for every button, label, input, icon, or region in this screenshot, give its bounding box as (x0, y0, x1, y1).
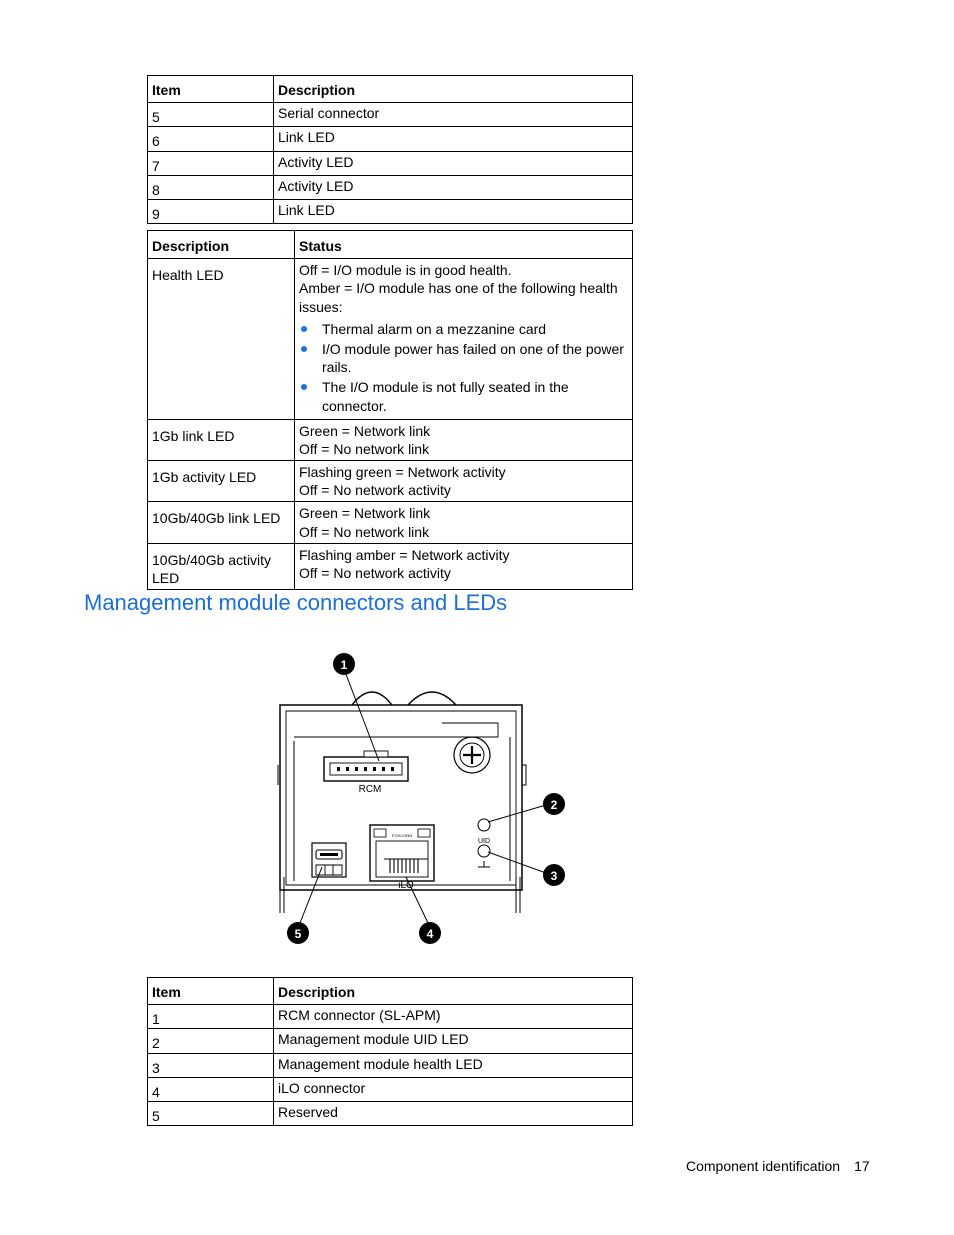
list-item: I/O module power has failed on one of the power rails. (299, 340, 628, 376)
status-line: Off = No network activity (299, 565, 451, 581)
table-row (148, 502, 633, 543)
item-description: Management module health LED (274, 1053, 633, 1077)
rcm-label: RCM (358, 784, 382, 795)
callout-number: 3 (550, 869, 558, 883)
table-row (148, 1101, 633, 1125)
item-description: RCM connector (SL-APM) (274, 1005, 633, 1029)
status-line: Off = No network link (299, 523, 430, 540)
item-number: 5 (148, 1101, 274, 1125)
item-number: 6 (148, 127, 274, 151)
ilo-label: iLO (398, 880, 414, 891)
table-row (148, 461, 633, 502)
top-bump-left (352, 692, 392, 705)
section-title: Management module connectors and LEDs (84, 590, 508, 615)
table-row (148, 1077, 633, 1101)
led-status (295, 502, 633, 543)
item-number: 2 (148, 1029, 274, 1053)
item-number: 8 (148, 175, 274, 199)
item-description: Link LED (274, 127, 633, 151)
table-row (148, 1053, 633, 1077)
table-row (148, 259, 633, 420)
item-description: Activity LED (274, 151, 633, 175)
uid-led-icon (478, 819, 490, 831)
header-description: Description (148, 231, 295, 259)
led-label: 10Gb/40Gb activity LED (148, 543, 295, 589)
footer-section: Component identification (686, 1158, 841, 1174)
item-description: Serial connector (274, 103, 633, 127)
led-label: Health LED (148, 259, 295, 420)
item-number: 9 (148, 199, 274, 223)
header-status: Status (295, 231, 633, 259)
callout-1 (333, 653, 355, 675)
led-label: 1Gb link LED (148, 419, 295, 460)
item-description: Reserved (274, 1101, 633, 1125)
header-description: Description (274, 76, 633, 103)
led-label: 10Gb/40Gb link LED (148, 502, 295, 543)
item-description: Link LED (274, 199, 633, 223)
item-number: 1 (148, 1005, 274, 1029)
list-item: Thermal alarm on a mezzanine card (299, 320, 628, 338)
top-bump-right (408, 692, 456, 705)
callout-number: 4 (426, 927, 434, 941)
page-footer (686, 1158, 870, 1174)
items-table-bottom (147, 977, 633, 1126)
items-table-top (147, 75, 633, 224)
table-row (148, 199, 633, 223)
led-status (295, 461, 633, 502)
status-line: Off = I/O module is in good health. (299, 262, 512, 279)
status-line: Flashing amber = Network activity (299, 546, 510, 563)
page-number: 17 (854, 1158, 870, 1174)
health-led-icon (478, 845, 490, 857)
health-issues-list (299, 320, 628, 415)
table-row (148, 419, 633, 460)
table-row (148, 103, 633, 127)
item-description: Activity LED (274, 175, 633, 199)
item-number: 3 (148, 1053, 274, 1077)
status-line: Amber = I/O module has one of the following health issues: (299, 280, 618, 315)
table-row (148, 543, 633, 589)
callout-number: 5 (294, 927, 302, 941)
table-row (148, 1029, 633, 1053)
item-number: 4 (148, 1077, 274, 1101)
table-row (148, 127, 633, 151)
table-row (148, 175, 633, 199)
status-line: Flashing green = Network activity (299, 464, 506, 481)
uid-label: UID (477, 838, 491, 845)
led-status (295, 543, 633, 589)
callout-5 (287, 922, 309, 944)
status-line: Green = Network link (299, 422, 431, 439)
foxconn-label: FOXCONN (392, 833, 412, 838)
header-description: Description (274, 978, 633, 1005)
header-item: Item (148, 76, 274, 103)
status-line: Green = Network link (299, 505, 431, 522)
item-number: 5 (148, 103, 274, 127)
item-description: Management module UID LED (274, 1029, 633, 1053)
callout-4 (419, 922, 441, 944)
management-module-figure (260, 645, 580, 955)
led-status (295, 419, 633, 460)
callout-number: 1 (340, 658, 348, 672)
item-description: iLO connector (274, 1077, 633, 1101)
led-status (295, 259, 633, 420)
reserved-port (312, 843, 346, 877)
status-line: Off = No network link (299, 440, 430, 457)
list-item: The I/O module is not fully seated in the connector. (299, 378, 628, 414)
table-row (148, 1005, 633, 1029)
led-status-table (147, 230, 633, 590)
led-label: 1Gb activity LED (148, 461, 295, 502)
table-row (148, 151, 633, 175)
header-item: Item (148, 978, 274, 1005)
callout-2 (543, 793, 565, 815)
status-line: Off = No network activity (299, 482, 451, 499)
item-number: 7 (148, 151, 274, 175)
callout-number: 2 (550, 798, 558, 812)
callout-3 (543, 864, 565, 886)
